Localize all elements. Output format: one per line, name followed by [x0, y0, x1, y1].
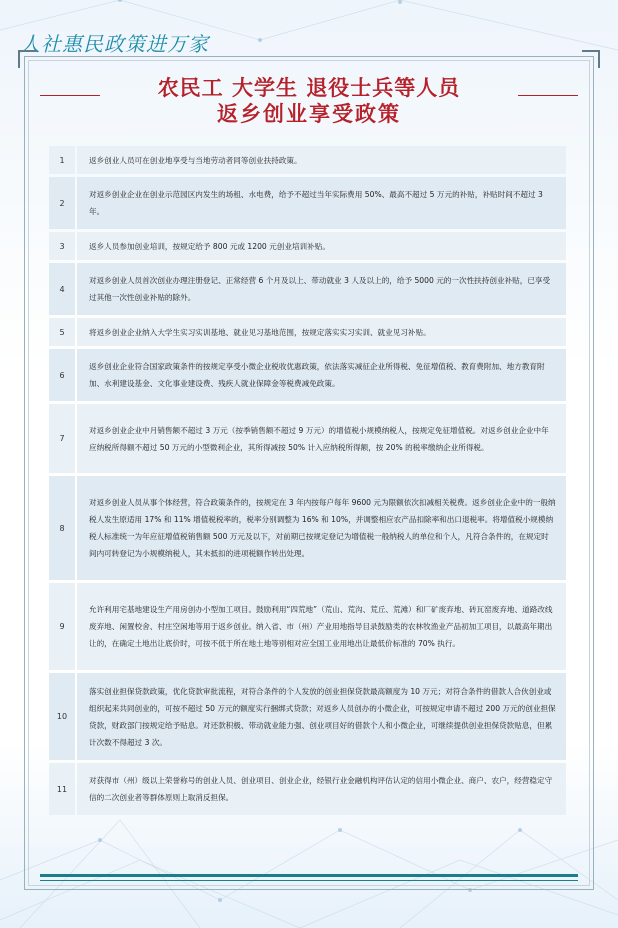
- policy-text: 允许利用宅基地建设生产用房创办小型加工项目。鼓励利用“四荒地”（荒山、荒沟、荒丘、荒滩）和厂矿废弃地、砖瓦窑废弃地、道路改线废弃地、闲置校舍、村庄空闲地等用于返乡创业。纳入省、市（州）产业用地指导目录鼓励类的农林牧渔业产品初加工项目，以最高年期出让的，在确定土地出让底价时，可按不低于所在地土地等别相对应全国工业用地出让最低价标准的 70% 执行。: [77, 583, 566, 670]
- policy-text: 对返乡创业人员首次创业办理注册登记、正常经营 6 个月及以上、带动就业 3 人及以上的，给予 5000 元的一次性扶持创业补贴，已享受过其他一次性创业补贴的除外。: [77, 263, 566, 315]
- policy-row: [49, 476, 566, 580]
- policy-number: 4: [49, 263, 75, 315]
- page-title-line2: 返乡创业享受政策: [217, 102, 401, 126]
- policy-text: 对返乡创业人员从事个体经营，符合政策条件的，按规定在 3 年内按每户每年 9600 元为限额依次扣减相关税费。返乡创业企业中的一般纳税人发生原适用 17% 和 11% 增值税税率的，税率分别调整为 16% 和 10%，并调整相应农产品扣除率和出口退税率。将增值税小规模纳税人标准统一为年应征增值税销售额 500 万元及以下，对前期已按规定登记为增值税一般纳税人的单位和个人，凡符合条件的，在规定时间内可转登记为小规模纳税人，其未抵扣的进项税额作转出处理。: [77, 476, 566, 580]
- policy-text: 返乡人员参加创业培训，按规定给予 800 元或 1200 元创业培训补贴。: [77, 232, 566, 260]
- policy-row: [49, 318, 566, 346]
- policy-number: 1: [49, 146, 75, 174]
- policy-number: 10: [49, 673, 75, 760]
- policy-row: [49, 583, 566, 670]
- policy-number: 2: [49, 177, 75, 229]
- policy-text: 返乡创业企业符合国家政策条件的按规定享受小微企业税收优惠政策，依法落实减征企业所得税、免征增值税、教育费附加、地方教育附加、水利建设基金、文化事业建设费、残疾人就业保障金等税费减免政策。: [77, 349, 566, 401]
- policy-text: 对返乡创业企业中月销售额不超过 3 万元（按季销售额不超过 9 万元）的增值税小规模纳税人，按规定免征增值税。对返乡创业企业中年应纳税所得额不超过 50 万元的小型微利企业，其所得减按 50% 计入应纳税所得额，按 20% 的税率缴纳企业所得税。: [77, 404, 566, 473]
- policy-number: 9: [49, 583, 75, 670]
- policy-number: 5: [49, 318, 75, 346]
- policy-text: 将返乡创业企业纳入大学生实习实训基地、就业见习基地范围，按规定落实实习实训、就业见习补贴。: [77, 318, 566, 346]
- policy-row: [49, 232, 566, 260]
- footer-rule-thin: [40, 880, 578, 881]
- policy-text: 落实创业担保贷款政策，优化贷款审批流程，对符合条件的个人发放的创业担保贷款最高额度为 10 万元；对符合条件的借款人合伙创业或组织起来共同创业的，可按不超过 50 万元的额度实行捆绑式贷款；对返乡人员创办的小微企业，可按规定申请不超过 200 万元的创业担保贷款，财政部门按规定给予贴息。对还款积极、带动就业能力强、创业项目好的借款个人和小微企业，可继续提供创业担保贷款贴息，但累计次数不得超过 3 次。: [77, 673, 566, 760]
- policy-row: [49, 177, 566, 229]
- policy-row: [49, 146, 566, 174]
- frame-corner-top-right: [582, 50, 600, 68]
- policy-number: 6: [49, 349, 75, 401]
- policy-table: [49, 146, 566, 815]
- footer-rule-thick: [40, 874, 578, 877]
- policy-number: 7: [49, 404, 75, 473]
- policy-row: [49, 263, 566, 315]
- policy-row: [49, 349, 566, 401]
- policy-text: 对返乡创业企业在创业示范园区内发生的场租、水电费，给予不超过当年实际费用 50%、最高不超过 5 万元的补贴，补贴时间不超过 3 年。: [77, 177, 566, 229]
- policy-number: 3: [49, 232, 75, 260]
- frame-corner-top-left: [18, 50, 36, 68]
- policy-row: [49, 763, 566, 815]
- policy-row: [49, 673, 566, 760]
- slogan: 人社惠民政策进万家: [20, 32, 209, 56]
- policy-row: [49, 404, 566, 473]
- page-title-line1: 农民工 大学生 退役士兵等人员: [157, 76, 461, 100]
- policy-text: 返乡创业人员可在创业地享受与当地劳动者同等创业扶持政策。: [77, 146, 566, 174]
- policy-number: 11: [49, 763, 75, 815]
- policy-number: 8: [49, 476, 75, 580]
- policy-text: 对获得市（州）级以上荣誉称号的创业人员、创业项目、创业企业，经银行业金融机构评估认定的信用小微企业、商户、农户，经营稳定守信的二次创业者等群体原则上取消反担保。: [77, 763, 566, 815]
